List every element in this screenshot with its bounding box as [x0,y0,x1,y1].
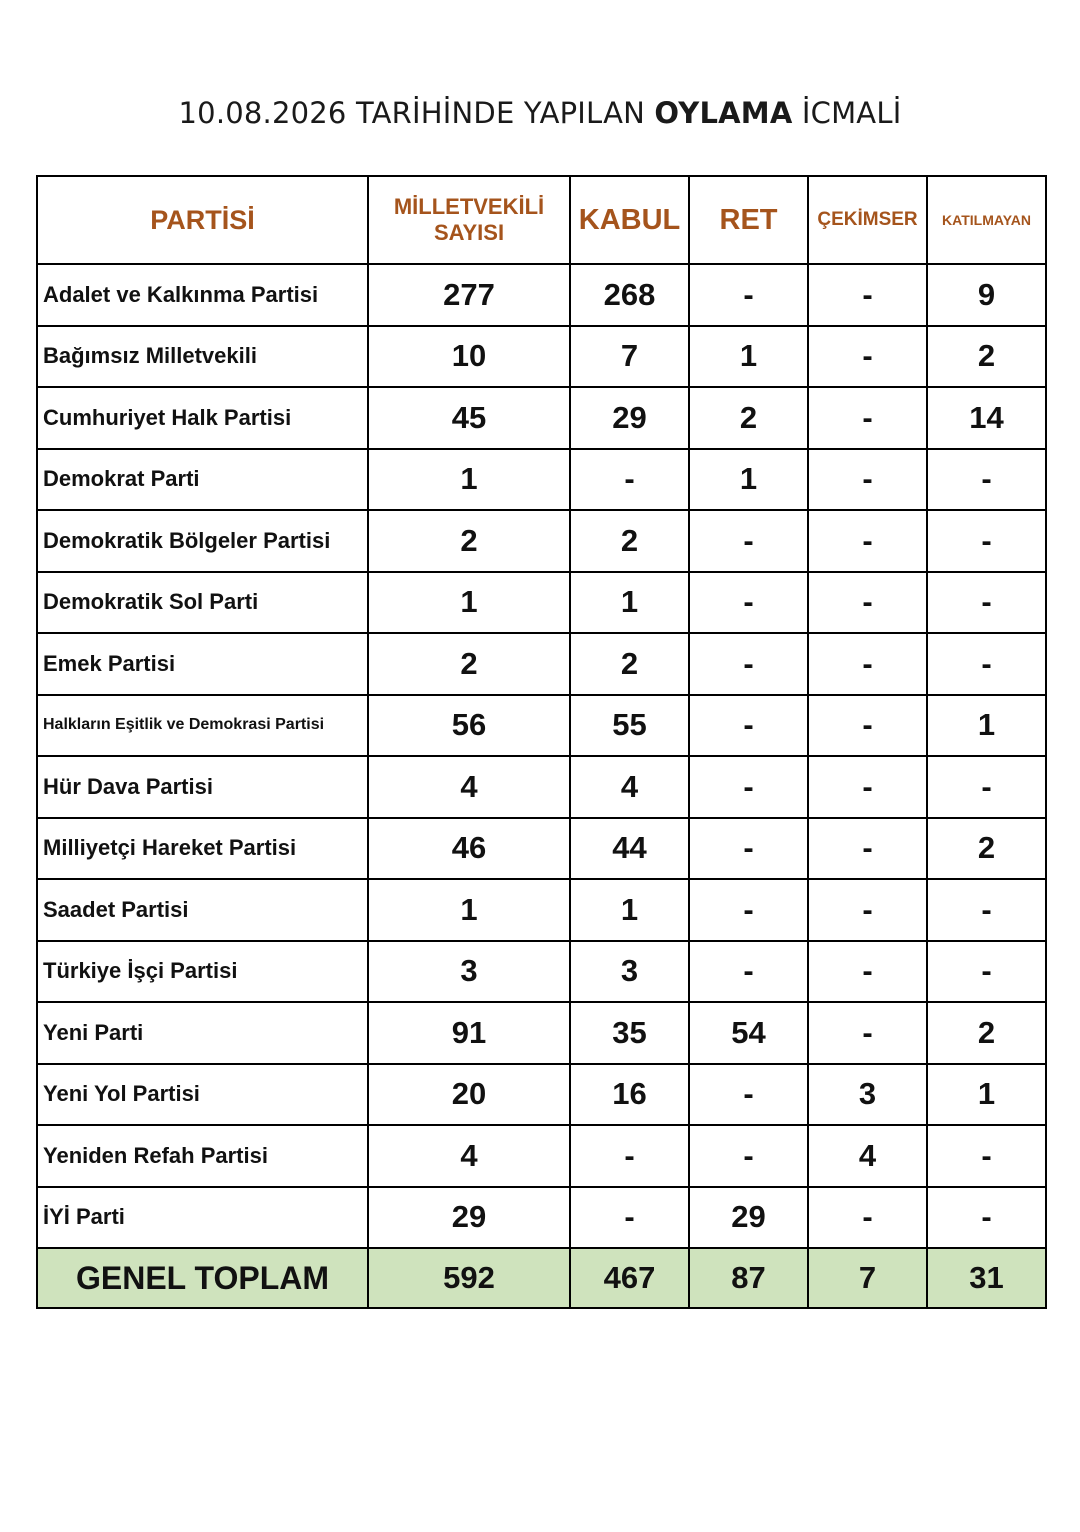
total-row [37,1248,1046,1308]
cekimser-count: - [808,879,927,941]
mv-count: 91 [368,1002,570,1064]
header-ret: RET [689,176,808,264]
kabul-count: - [570,1187,689,1249]
cekimser-count: 3 [808,1064,927,1126]
party-name: Demokratik Bölgeler Partisi [37,510,368,572]
mv-count: 29 [368,1187,570,1249]
cekimser-count: - [808,941,927,1003]
party-name: İYİ Parti [37,1187,368,1249]
party-name: Halkların Eşitlik ve Demokrasi Partisi [37,695,368,757]
table-row [37,326,1046,388]
table-row [37,1002,1046,1064]
party-name: Türkiye İşçi Partisi [37,941,368,1003]
cekimser-count: - [808,1002,927,1064]
party-name: Demokrat Parti [37,449,368,511]
cekimser-count: - [808,695,927,757]
cekimser-count: - [808,264,927,326]
mv-count: 277 [368,264,570,326]
page-title [0,96,1080,130]
katilmayan-count: - [927,1125,1046,1187]
cekimser-count: - [808,572,927,634]
header-kabul: KABUL [570,176,689,264]
mv-count: 1 [368,879,570,941]
header-party: PARTİSİ [37,176,368,264]
party-name: Hür Dava Partisi [37,756,368,818]
table-row [37,264,1046,326]
header-cekimser: ÇEKİMSER [808,176,927,264]
katilmayan-count: - [927,941,1046,1003]
cekimser-count: - [808,387,927,449]
table-row [37,695,1046,757]
kabul-count: 44 [570,818,689,880]
kabul-count: - [570,1125,689,1187]
katilmayan-count: 1 [927,1064,1046,1126]
ret-count: - [689,879,808,941]
total-katilmayan: 31 [927,1248,1046,1308]
kabul-count: 1 [570,879,689,941]
header-katilmayan: KATILMAYAN [927,176,1046,264]
kabul-count: 55 [570,695,689,757]
kabul-count: 2 [570,510,689,572]
title-bold: OYLAMA [654,96,793,130]
katilmayan-count: - [927,1187,1046,1249]
party-name: Milliyetçi Hareket Partisi [37,818,368,880]
mv-count: 46 [368,818,570,880]
ret-count: 1 [689,326,808,388]
total-kabul: 467 [570,1248,689,1308]
total-cekimser: 7 [808,1248,927,1308]
table-row [37,879,1046,941]
cekimser-count: - [808,449,927,511]
kabul-count: 4 [570,756,689,818]
cekimser-count: - [808,818,927,880]
table-row [37,510,1046,572]
mv-count: 1 [368,449,570,511]
total-ret: 87 [689,1248,808,1308]
header-mv-line2: SAYISI [433,220,505,245]
party-name: Yeni Yol Partisi [37,1064,368,1126]
party-name: Demokratik Sol Parti [37,572,368,634]
header-row [37,176,1046,264]
ret-count: 54 [689,1002,808,1064]
table-row [37,449,1046,511]
total-mv: 592 [368,1248,570,1308]
ret-count: - [689,941,808,1003]
ret-count: - [689,572,808,634]
katilmayan-count: 2 [927,818,1046,880]
ret-count: 29 [689,1187,808,1249]
ret-count: - [689,1064,808,1126]
party-name: Adalet ve Kalkınma Partisi [37,264,368,326]
katilmayan-count: - [927,510,1046,572]
katilmayan-count: 2 [927,1002,1046,1064]
kabul-count: 29 [570,387,689,449]
kabul-count: 35 [570,1002,689,1064]
title-suffix: İCMALİ [792,96,902,130]
katilmayan-count: - [927,449,1046,511]
ret-count: - [689,264,808,326]
party-name: Saadet Partisi [37,879,368,941]
katilmayan-count: - [927,756,1046,818]
katilmayan-count: 14 [927,387,1046,449]
ret-count: - [689,633,808,695]
mv-count: 45 [368,387,570,449]
kabul-count: - [570,449,689,511]
kabul-count: 268 [570,264,689,326]
table-row [37,1187,1046,1249]
katilmayan-count: - [927,633,1046,695]
header-mv-count [368,176,570,264]
cekimser-count: - [808,510,927,572]
party-name: Yeniden Refah Partisi [37,1125,368,1187]
katilmayan-count: - [927,879,1046,941]
kabul-count: 2 [570,633,689,695]
ret-count: 2 [689,387,808,449]
party-name: Yeni Parti [37,1002,368,1064]
ret-count: - [689,695,808,757]
cekimser-count: 4 [808,1125,927,1187]
ret-count: - [689,818,808,880]
mv-count: 20 [368,1064,570,1126]
ret-count: - [689,1125,808,1187]
katilmayan-count: 2 [927,326,1046,388]
mv-count: 4 [368,756,570,818]
mv-count: 3 [368,941,570,1003]
kabul-count: 1 [570,572,689,634]
party-name: Cumhuriyet Halk Partisi [37,387,368,449]
kabul-count: 3 [570,941,689,1003]
vote-summary-table [36,175,1047,1309]
mv-count: 10 [368,326,570,388]
cekimser-count: - [808,633,927,695]
ret-count: - [689,510,808,572]
table-row [37,633,1046,695]
katilmayan-count: 1 [927,695,1046,757]
ret-count: - [689,756,808,818]
table-row [37,572,1046,634]
total-label: GENEL TOPLAM [37,1248,368,1308]
table-row [37,941,1046,1003]
mv-count: 4 [368,1125,570,1187]
party-name: Bağımsız Milletvekili [37,326,368,388]
table-row [37,1064,1046,1126]
table-row [37,818,1046,880]
ret-count: 1 [689,449,808,511]
mv-count: 2 [368,510,570,572]
mv-count: 56 [368,695,570,757]
katilmayan-count: 9 [927,264,1046,326]
mv-count: 2 [368,633,570,695]
cekimser-count: - [808,326,927,388]
cekimser-count: - [808,756,927,818]
party-name: Emek Partisi [37,633,368,695]
header-mv-line1: MİLLETVEKİLİ [393,193,545,219]
kabul-count: 7 [570,326,689,388]
katilmayan-count: - [927,572,1046,634]
mv-count: 1 [368,572,570,634]
kabul-count: 16 [570,1064,689,1126]
table-row [37,387,1046,449]
title-prefix: 10.08.2026 TARİHİNDE YAPILAN [178,96,655,130]
table-row [37,1125,1046,1187]
table-row [37,756,1046,818]
cekimser-count: - [808,1187,927,1249]
